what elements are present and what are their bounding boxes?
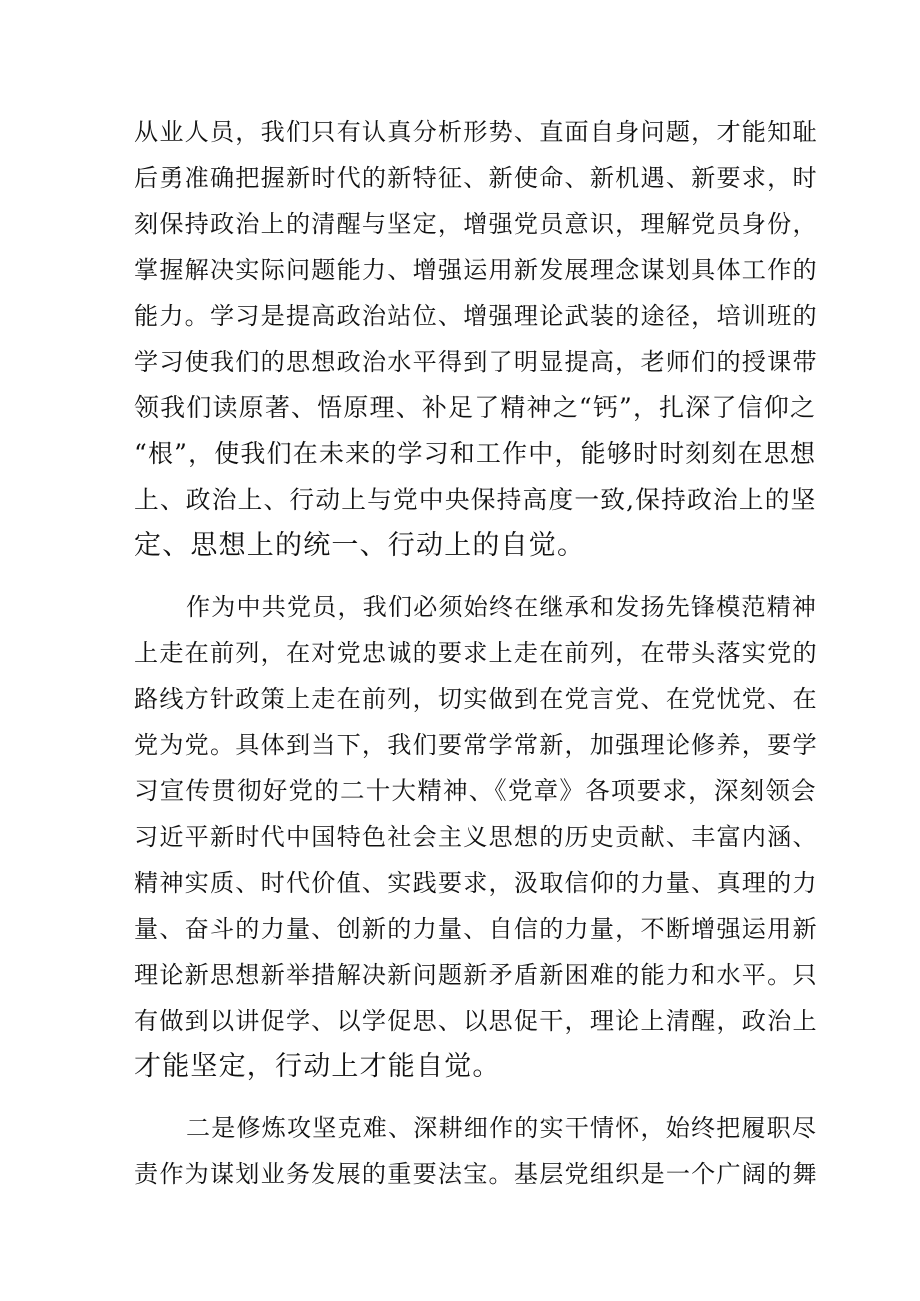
paragraph-2-line-10: 有做到以讲促学、以学促思、以思促干，理论上清醒，政治上 [134, 1007, 818, 1035]
paragraph-2-line-7: 精神实质、时代价值、实践要求，汲取信仰的力量、真理的力 [134, 869, 818, 897]
paragraph-2-line-5: 习宣传贯彻好党的二十大精神、《党章》各项要求，深刻领会 [134, 776, 817, 805]
paragraph-1-line-4: 掌握解决实际问题能力、增强运用新发展理念谋划具体工作的 [134, 256, 818, 284]
paragraph-3-line-2: 责作为谋划业务发展的重要法宝。基层党组织是一个广阔的舞 [134, 1160, 818, 1188]
paragraph-2-line-4: 党为党。具体到当下，我们要常学常新，加强理论修养，要学 [134, 731, 818, 759]
paragraph-2-line-2: 上走在前列，在对党忠诚的要求上走在前列，在带头落实党的 [134, 639, 818, 667]
paragraph-1-line-6: 学习使我们的思想政治水平得到了明显提高，老师们的授课带 [134, 348, 818, 376]
paragraph-2-line-6: 习近平新时代中国特色社会主义思想的历史贡献、丰富内涵、 [134, 823, 818, 851]
paragraph-1-line-3: 刻保持政治上的清醒与坚定，增强党员意识，理解党员身份， [134, 210, 818, 238]
paragraph-1-line-9: 上、政治上、行动上与党中央保持高度一致,保持政治上的坚 [134, 485, 817, 514]
paragraph-1-line-2: 后勇准确把握新时代的新特征、新使命、新机遇、新要求，时 [134, 164, 818, 192]
paragraph-1-line-1: 从业人员，我们只有认真分析形势、直面自身问题，才能知耻 [134, 118, 818, 146]
paragraph-1-line-7: 领我们读原著、悟原理、补足了精神之“钙”，扎深了信仰之 [134, 393, 817, 422]
paragraph-1-line-8: “根”，使我们在未来的学习和工作中，能够时时刻刻在思想 [134, 439, 817, 468]
paragraph-2-line-11: 才能坚定，行动上才能自觉。 [134, 1051, 501, 1082]
paragraph-3-line-1: 二是修炼攻坚克难、深耕细作的实干情怀，始终把履职尽 [186, 1114, 818, 1142]
paragraph-1-line-5: 能力。学习是提高政治站位、增强理论武装的途径，培训班的 [134, 302, 818, 330]
paragraph-1-line-10: 定、思想上的统一、行动上的自觉。 [134, 530, 586, 561]
paragraph-2-line-3: 路线方针政策上走在前列，切实做到在党言党、在党忧党、在 [134, 685, 818, 713]
paragraph-2-line-8: 量、奋斗的力量、创新的力量、自信的力量，不断增强运用新 [134, 915, 818, 943]
paragraph-2-line-1: 作为中共党员，我们必须始终在继承和发扬先锋模范精神 [186, 593, 818, 621]
paragraph-2-line-9: 理论新思想新举措解决新问题新矛盾新困难的能力和水平。只 [134, 961, 818, 989]
